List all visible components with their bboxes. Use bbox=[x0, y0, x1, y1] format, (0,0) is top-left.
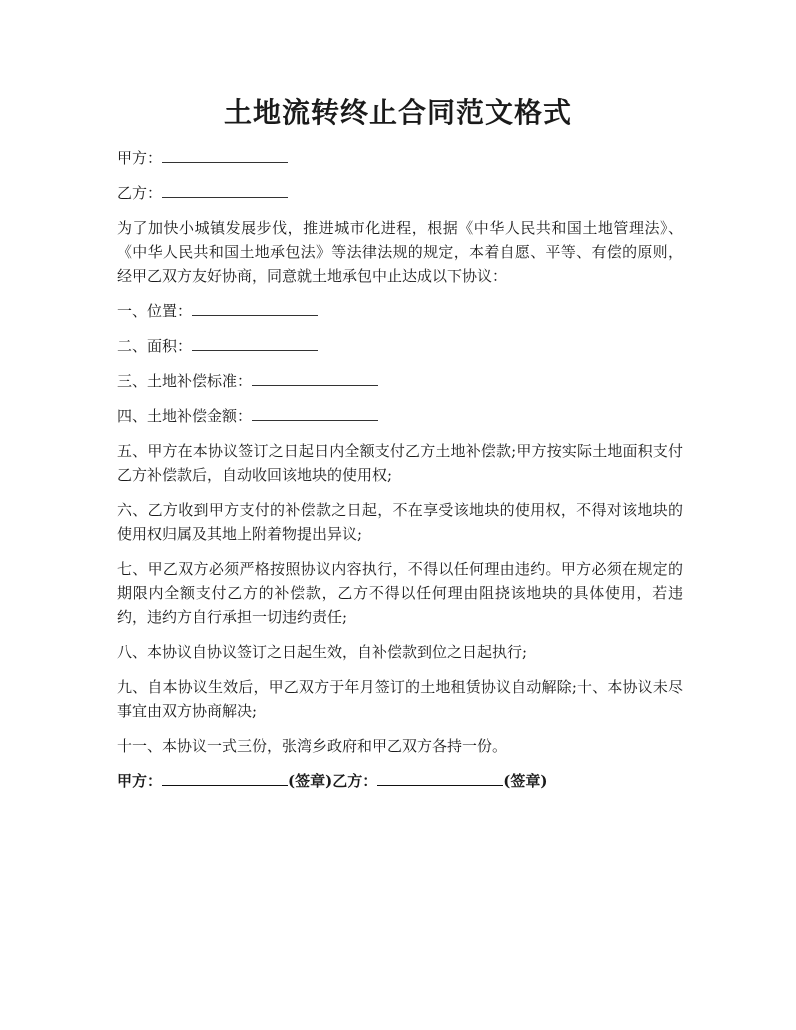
area-blank bbox=[192, 334, 318, 351]
clause-11: 十一、本协议一式三份，张湾乡政府和甲乙双方各持一份。 bbox=[117, 737, 508, 755]
location-blank bbox=[192, 299, 318, 316]
clause-6: 六、乙方收到甲方支付的补偿款之日起，不在享受该地块的使用权，不得对该地块的使用权归属及其地上附着物提出异议; bbox=[117, 501, 683, 543]
party-b-line bbox=[117, 181, 683, 205]
party-b-blank bbox=[162, 181, 288, 198]
signature-seal-b: (签章) bbox=[503, 772, 548, 790]
signature-party-b-label: 乙方： bbox=[332, 772, 378, 790]
clause-area bbox=[117, 334, 683, 358]
compensation-standard-blank bbox=[252, 369, 378, 386]
signature-party-b-blank bbox=[377, 769, 503, 786]
signature-party-a-label: 甲方： bbox=[117, 772, 163, 790]
document-title: 土地流转终止合同范文格式 bbox=[223, 96, 572, 129]
signature-party-a-blank bbox=[162, 769, 288, 786]
clause-compensation-amount bbox=[117, 404, 683, 428]
party-a-blank bbox=[162, 146, 288, 163]
signature-line bbox=[117, 769, 683, 793]
party-a-line bbox=[117, 146, 683, 170]
compensation-amount-blank bbox=[252, 404, 378, 421]
clause-8: 八、本协议自协议签订之日起生效，自补偿款到位之日起执行; bbox=[117, 643, 528, 661]
clause-5: 五、甲方在本协议签订之日起日内全额支付乙方土地补偿款;甲方按实际土地面积支付乙方补偿款后，自动收回该地块的使用权; bbox=[117, 442, 683, 484]
clause-9: 九、自本协议生效后，甲乙双方于年月签订的土地租赁协议自动解除;十、本协议未尽事宜由双方协商解决; bbox=[117, 678, 683, 720]
party-a-label: 甲方： bbox=[117, 149, 163, 167]
signature-seal-a: (签章) bbox=[288, 772, 333, 790]
clause-compensation-standard bbox=[117, 369, 683, 393]
clause-7: 七、甲乙双方必须严格按照协议内容执行，不得以任何理由违约。甲方必须在规定的期限内全额支付乙方的补偿款，乙方不得以任何理由阻挠该地块的具体使用，若违约，违约方自行承担一切违约责任; bbox=[117, 560, 683, 626]
clause-compensation-standard-label: 三、土地补偿标准： bbox=[117, 372, 253, 390]
intro-paragraph: 为了加快小城镇发展步伐，推进城市化进程，根据《中华人民共和国土地管理法》、《中华人民共和国土地承包法》等法律法规的规定，本着自愿、平等、有偿的原则，经甲乙双方友好协商，同意就土地承包中止达成以下协议： bbox=[117, 219, 683, 285]
clause-location-label: 一、位置： bbox=[117, 302, 193, 320]
clause-compensation-amount-label: 四、土地补偿金额： bbox=[117, 407, 253, 425]
clause-area-label: 二、面积： bbox=[117, 337, 193, 355]
party-b-label: 乙方： bbox=[117, 184, 163, 202]
clause-location bbox=[117, 299, 683, 323]
document-body bbox=[117, 146, 683, 793]
